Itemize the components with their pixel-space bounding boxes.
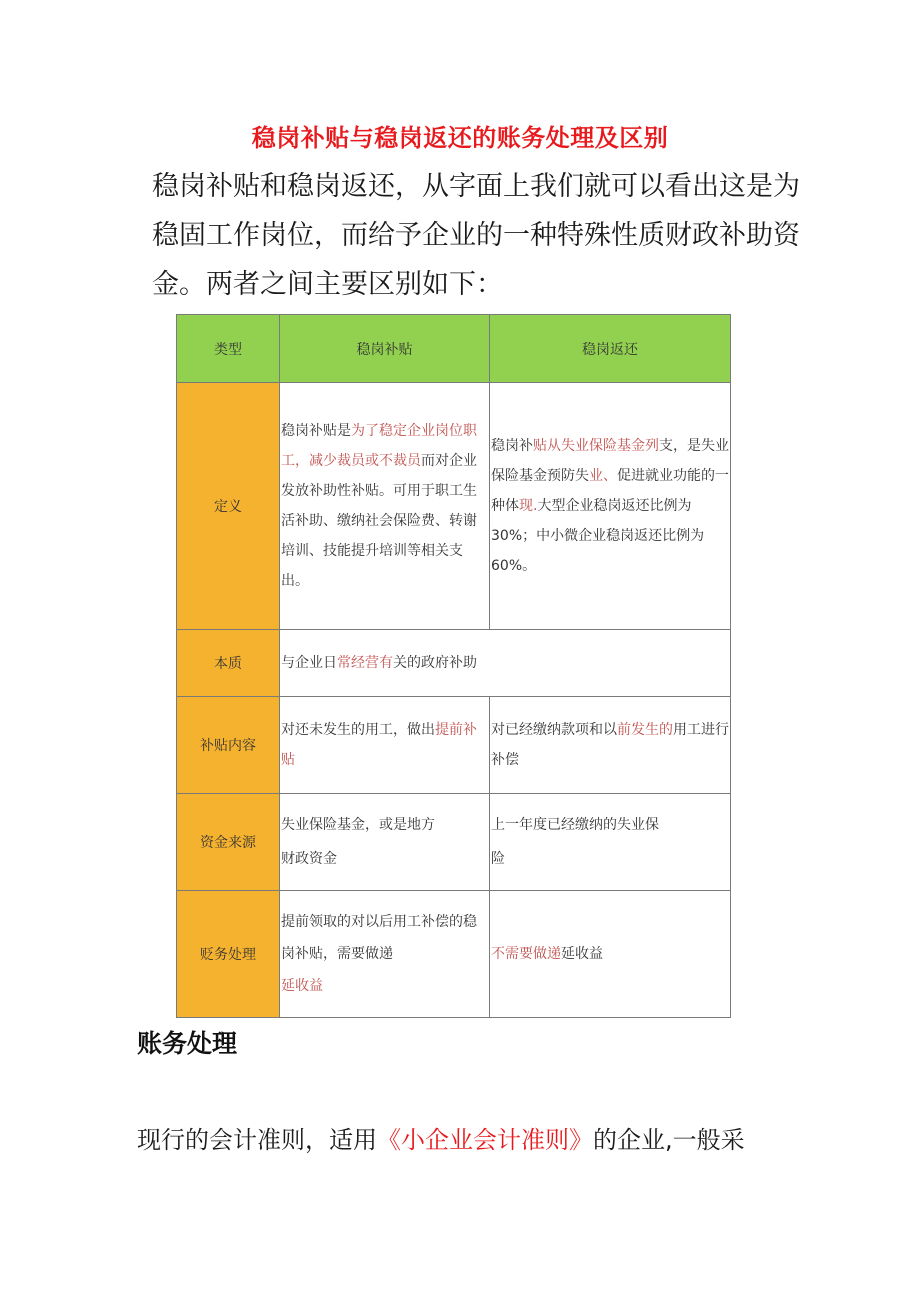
table-row-definition [177, 383, 731, 630]
row-label: 定义 [177, 383, 280, 630]
content-subsidy: 对还未发生的用工，做出提前补贴 [280, 697, 490, 794]
header-refund: 稳岗返还 [490, 315, 731, 383]
definition-subsidy: 稳岗补贴是为了稳定企业岗位职工，减少裁员或不裁员而对企业发放补助性补贴。可用于职工生活补助、缴纳社会保险费、转谢培训、技能提升培训等相关支出。 [280, 383, 490, 630]
comparison-table [176, 314, 731, 1018]
body-paragraph: 现行的会计准则，适用《小企业会计准则》的企业,一般采 [137, 1126, 745, 1154]
nature-merged: 与企业日常经营有关的政府补助 [280, 630, 731, 697]
funding-refund: 上一年度已经缴纳的失业保 险 [490, 794, 731, 891]
table-header-row [177, 315, 731, 383]
accounting-subsidy: 提前领取的对以后用工补偿的稳岗补贴，需要做递 延收益 [280, 891, 490, 1018]
header-type: 类型 [177, 315, 280, 383]
table-row-accounting [177, 891, 731, 1018]
standard-name: 《小企业会计准则》 [377, 1126, 593, 1154]
content-refund: 对已经缴纳款项和以前发生的用工进行补偿 [490, 697, 731, 794]
definition-refund: 稳岗补贴从失业保险基金列支，是失业保险基金预防失业、促进就业功能的一种体现.大型企业稳岗返还比例为 30%；中小微企业稳岗返还比例为 60%。 [490, 383, 731, 630]
accounting-refund: 不需要做递延收益 [490, 891, 731, 1018]
funding-subsidy: 失业保险基金，或是地方 财政资金 [280, 794, 490, 891]
row-label: 本质 [177, 630, 280, 697]
section-heading: 账务处理 [137, 1029, 238, 1058]
table-row-content [177, 697, 731, 794]
intro-paragraph: 稳岗补贴和稳岗返还，从字面上我们就可以看出这是为稳固工作岗位，而给予企业的一种特殊性质财政补助资金。两者之间主要区别如下： [152, 171, 800, 300]
table-row-nature [177, 630, 731, 697]
row-label: 资金来源 [177, 794, 280, 891]
header-subsidy: 稳岗补贴 [280, 315, 490, 383]
table-row-funding [177, 794, 731, 891]
document-title: 稳岗补贴与稳岗返还的账务处理及区别 [251, 124, 669, 152]
row-label: 补贴内容 [177, 697, 280, 794]
row-label: 贬务处理 [177, 891, 280, 1018]
